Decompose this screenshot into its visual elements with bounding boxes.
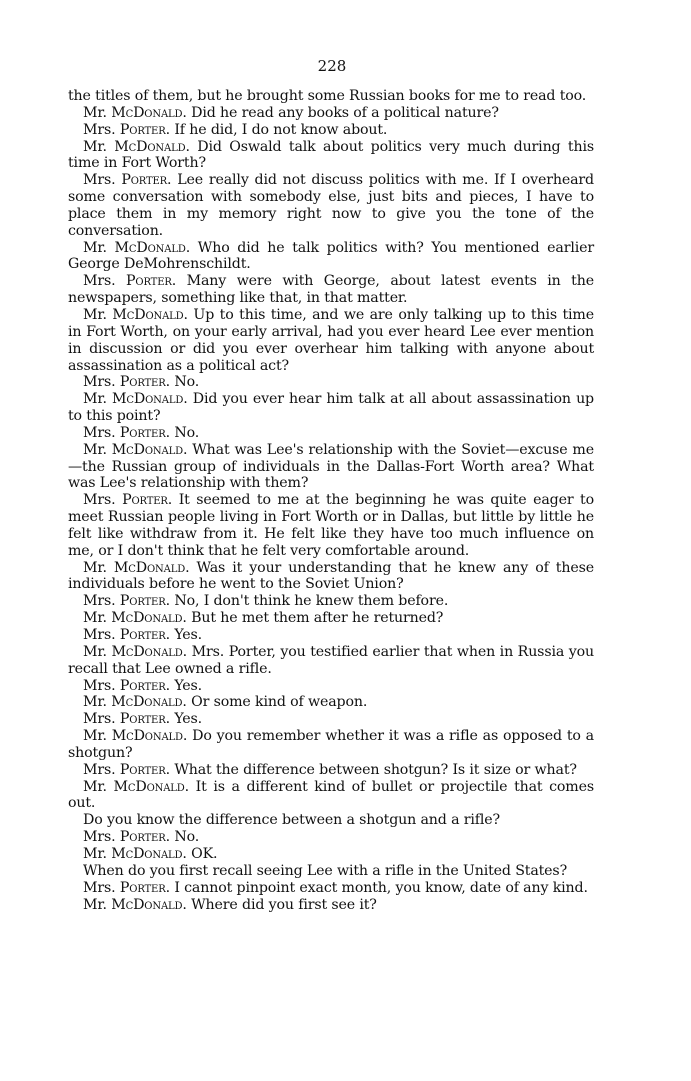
transcript-paragraph: Mrs. Porter. No, I don't think he knew them before. xyxy=(83,593,449,610)
speaker-name: Porter xyxy=(119,761,166,778)
speaker-title: Mr. xyxy=(83,391,107,408)
transcript-paragraph: Mrs. Porter. No. xyxy=(83,374,200,391)
paragraph-text: Did he read any books of a political nature? xyxy=(191,104,499,121)
speaker-title: Mr. xyxy=(83,610,107,627)
paragraph-text: Was it your understanding that he knew any of these individuals before he went to the Soviet Union? xyxy=(68,559,594,593)
speaker-name: Porter xyxy=(119,879,166,896)
speaker-name: Porter xyxy=(119,677,166,694)
speaker-title: Mr. xyxy=(83,138,107,155)
speaker-name: Porter xyxy=(119,711,166,728)
paragraph-text: Mrs. Porter, you testified earlier that when in Russia you recall that Lee owned a rifle. xyxy=(68,643,594,677)
transcript-paragraph: Mrs. Porter. Yes. xyxy=(83,627,203,643)
paragraph-text: But he met them after he returned? xyxy=(191,610,444,627)
transcript-paragraph xyxy=(68,812,594,829)
speaker-title: Mr. xyxy=(83,778,107,795)
speaker-title: Mrs. xyxy=(83,424,116,441)
speaker-title: Mrs. xyxy=(83,374,116,391)
paragraph-text: It seemed to me at the beginning he was quite eager to meet Russian people living in Fort Worth or in Dallas, but little by little he felt like withdraw from it. He felt like they have too much influence on me, or I don't think that he felt very comfortable around. xyxy=(68,492,594,559)
transcript-paragraph xyxy=(68,863,594,880)
speaker-name: Porter xyxy=(119,829,166,846)
paragraph-text: No, I don't think he knew them before. xyxy=(174,593,449,610)
paragraph-text: Yes. xyxy=(174,677,203,694)
speaker-name: McDonald xyxy=(114,239,186,256)
transcript-paragraph: Mr. McDonald. Where did you first see it? xyxy=(83,896,377,913)
speaker-title: Mrs. xyxy=(83,121,116,138)
paragraph-text: It is a different kind of bullet or projectile that comes out. xyxy=(68,778,594,812)
speaker-name: McDonald xyxy=(111,728,183,745)
paragraph-text: OK. xyxy=(191,845,218,862)
speaker-name: Porter xyxy=(121,172,168,189)
transcript-paragraph: Mr. McDonald. Up to this time, and we are only talking up to this time in Fort Worth, on your early arrival, had you ever heard Lee ever mention in discussion or did you ever overhear him talking with anyone about assassination as a political act? xyxy=(68,306,594,374)
transcript-paragraph: Mrs. Porter. It seemed to me at the beginning he was quite eager to meet Russian people living in Fort Worth or in Dallas, but little by little he felt like withdraw from it. He felt like they have too much influence on me, or I don't think that he felt very comfortable around. xyxy=(68,492,594,559)
paragraph-text: Or some kind of weapon. xyxy=(191,694,368,711)
transcript-paragraph: Mr. McDonald. Do you remember whether it was a rifle as opposed to a shotgun? xyxy=(68,728,594,761)
paragraph-text: Did Oswald talk about politics very much during this time in Fort Worth? xyxy=(68,138,594,172)
transcript-paragraph: Mr. McDonald. What was Lee's relationship with the Soviet—excuse me—the Russian group of individuals in the Dallas-Fort Worth area? What was Lee's relationship with them? xyxy=(68,441,594,492)
paragraph-text: Who did he talk politics with? You mentioned earlier George DeMohrenschildt. xyxy=(68,239,594,273)
speaker-name: McDonald xyxy=(111,643,183,660)
speaker-name: McDonald xyxy=(111,441,183,458)
speaker-name: Porter xyxy=(119,121,166,138)
paragraph-text: What was Lee's relationship with the Soviet—excuse me—the Russian group of individuals in the Dallas-Fort Worth area? What was Lee's relationship with them? xyxy=(68,441,594,492)
paragraph-text: Where did you first see it? xyxy=(191,896,377,913)
paragraph-text: What the difference between shotgun? Is it size or what? xyxy=(174,761,577,778)
transcript-paragraph: Mr. McDonald. Or some kind of weapon. xyxy=(83,694,368,711)
speaker-name: Porter xyxy=(119,374,166,391)
page-number: 228 xyxy=(317,57,347,75)
paragraph-text: If he did, I do not know about. xyxy=(174,121,388,138)
speaker-title: Mr. xyxy=(83,694,107,711)
speaker-title: Mr. xyxy=(83,643,107,660)
speaker-name: McDonald xyxy=(111,104,183,121)
speaker-title: Mr. xyxy=(83,239,107,256)
transcript-paragraph: Mr. McDonald. It is a different kind of bullet or projectile that comes out. xyxy=(68,778,594,812)
speaker-name: McDonald xyxy=(111,610,183,627)
speaker-name: McDonald xyxy=(111,845,183,862)
speaker-name: McDonald xyxy=(113,778,185,795)
speaker-title: Mr. xyxy=(83,728,107,745)
transcript-paragraph: Mrs. Porter. No. xyxy=(83,424,200,441)
speaker-title: Mr. xyxy=(83,896,107,913)
transcript-paragraph: Mrs. Porter. Yes. xyxy=(83,711,203,728)
transcript-paragraph: Mrs. Porter. Many were with George, about latest events in the newspapers, something like that, in that matter. xyxy=(68,273,594,307)
speaker-name: Porter xyxy=(122,492,168,509)
transcript-paragraph: Mrs. Porter. What the difference between shotgun? Is it size or what? xyxy=(83,761,577,778)
speaker-title: Mrs. xyxy=(83,761,116,778)
paragraph-text: No. xyxy=(174,374,200,391)
speaker-title: Mrs. xyxy=(83,879,116,896)
paragraph-text: Up to this time, and we are only talking up to this time in Fort Worth, on your early arrival, had you ever heard Lee ever mention in discussion or did you ever overhear him talking with anyone about assassination as a political act? xyxy=(68,306,594,374)
paragraph-text: When do you first recall seeing Lee with a rifle in the United States? xyxy=(83,862,568,879)
speaker-title: Mrs. xyxy=(83,627,116,643)
speaker-name: McDonald xyxy=(114,138,186,155)
transcript-paragraph: Mr. McDonald. Who did he talk politics with? You mentioned earlier George DeMohrenschildt. xyxy=(68,239,594,273)
speaker-title: Mrs. xyxy=(83,593,116,610)
speaker-name: McDonald xyxy=(111,694,183,711)
speaker-title: Mr. xyxy=(83,441,107,458)
speaker-title: Mrs. xyxy=(83,677,116,694)
paragraph-text: the titles of them, but he brought some Russian books for me to read too. xyxy=(68,88,587,104)
paragraph-text: No. xyxy=(174,829,200,846)
speaker-name: Porter xyxy=(119,424,166,441)
speaker-name: Porter xyxy=(126,273,172,290)
transcript-paragraph: Mrs. Porter. I cannot pinpoint exact month, you know, date of any kind. xyxy=(83,879,588,896)
paragraph-text: Do you remember whether it was a rifle as opposed to a shotgun? xyxy=(68,728,594,761)
speaker-name: Porter xyxy=(119,593,166,610)
speaker-title: Mr. xyxy=(83,306,107,323)
speaker-name: McDonald xyxy=(113,559,186,576)
paragraph-text: Many were with George, about latest events in the newspapers, something like that, in that matter. xyxy=(68,273,594,307)
speaker-title: Mrs. xyxy=(83,492,116,509)
transcript-paragraph: Mr. McDonald. Did he read any books of a political nature? xyxy=(83,104,499,121)
transcript-paragraph: Mr. McDonald. Did you ever hear him talk at all about assassination up to this point? xyxy=(68,391,594,425)
speaker-title: Mrs. xyxy=(83,273,116,290)
paragraph-text: Yes. xyxy=(174,711,203,728)
speaker-title: Mrs. xyxy=(83,711,116,728)
speaker-title: Mr. xyxy=(83,559,107,576)
speaker-name: McDonald xyxy=(112,306,184,323)
paragraph-text: No. xyxy=(174,424,200,441)
speaker-title: Mr. xyxy=(83,845,107,862)
transcript-paragraph: Mr. McDonald. OK. xyxy=(83,845,218,862)
speaker-title: Mr. xyxy=(83,104,107,121)
transcript-paragraph xyxy=(68,88,594,105)
transcript-paragraph: Mrs. Porter. Lee really did not discuss politics with me. If I overheard some conversation with somebody else, just bits and pieces, I have to place them in my memory right now to give you the tone of the conversation. xyxy=(68,172,594,239)
transcript-paragraph: Mrs. Porter. No. xyxy=(83,829,200,846)
transcript-paragraph: Mr. McDonald. Did Oswald talk about politics very much during this time in Fort Worth? xyxy=(68,138,594,172)
transcript-paragraph: Mr. McDonald. Was it your understanding that he knew any of these individuals before he went to the Soviet Union? xyxy=(68,559,594,593)
transcript-body xyxy=(68,88,594,913)
speaker-name: McDonald xyxy=(112,391,184,408)
transcript-paragraph: Mr. McDonald. But he met them after he returned? xyxy=(83,610,444,627)
paragraph-text: Did you ever hear him talk at all about assassination up to this point? xyxy=(68,391,594,425)
speaker-title: Mrs. xyxy=(83,829,116,846)
paragraph-text: Yes. xyxy=(174,627,203,643)
paragraph-text: Lee really did not discuss politics with me. If I overheard some conversation with somebody else, just bits and pieces, I have to place them in my memory right now to give you the tone of the conversation. xyxy=(68,172,594,239)
paragraph-text: I cannot pinpoint exact month, you know, date of any kind. xyxy=(174,879,588,896)
transcript-paragraph: Mrs. Porter. Yes. xyxy=(83,677,203,694)
speaker-title: Mrs. xyxy=(83,172,116,189)
speaker-name: McDonald xyxy=(111,896,183,913)
transcript-paragraph: Mrs. Porter. If he did, I do not know about. xyxy=(83,121,388,138)
transcript-paragraph: Mr. McDonald. Mrs. Porter, you testified earlier that when in Russia you recall that Lee owned a rifle. xyxy=(68,643,594,677)
speaker-name: Porter xyxy=(119,627,166,643)
paragraph-text: Do you know the difference between a shotgun and a rifle? xyxy=(83,812,500,829)
